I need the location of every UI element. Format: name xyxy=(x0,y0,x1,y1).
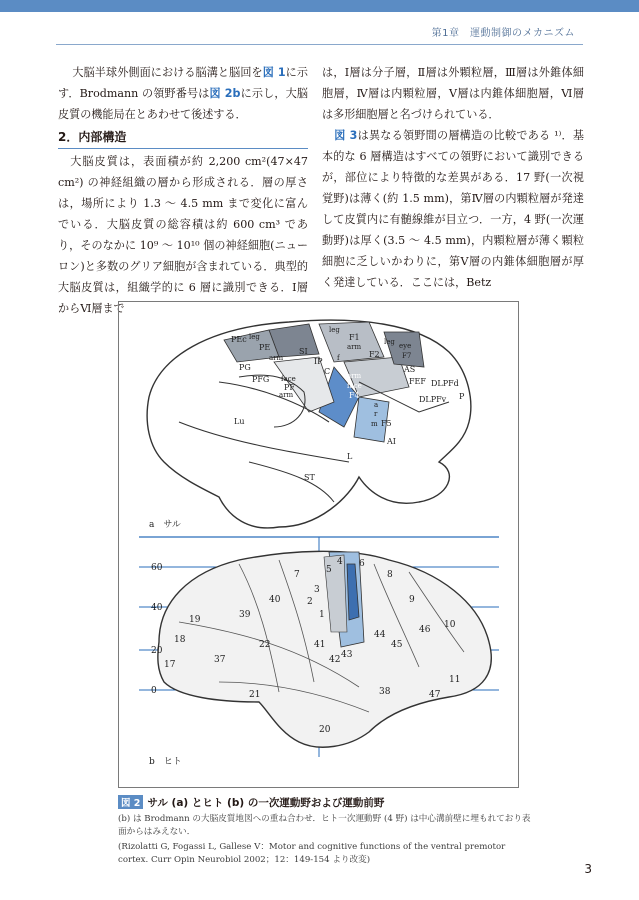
svg-text:20: 20 xyxy=(319,725,331,735)
monkey-label-pec: PEc xyxy=(231,335,247,344)
svg-text:18: 18 xyxy=(174,635,186,645)
left-column xyxy=(58,62,308,319)
svg-text:m: m xyxy=(371,420,378,428)
svg-text:face: face xyxy=(281,375,296,383)
svg-text:60: 60 xyxy=(151,563,163,573)
figure-ref-2b[interactable]: 図 2b xyxy=(209,87,241,100)
figure-caption xyxy=(118,795,538,867)
svg-text:r: r xyxy=(374,410,378,418)
panel-a-label: a サル xyxy=(149,520,181,530)
svg-text:PF: PF xyxy=(284,383,295,392)
svg-text:AI: AI xyxy=(387,437,396,446)
svg-text:leg: leg xyxy=(329,326,340,334)
human-brain xyxy=(139,537,499,757)
svg-text:F4: F4 xyxy=(349,391,360,400)
svg-text:46: 46 xyxy=(419,625,431,635)
svg-text:40: 40 xyxy=(151,603,163,613)
svg-text:11: 11 xyxy=(449,675,461,685)
svg-text:F5: F5 xyxy=(381,419,392,428)
svg-text:AS: AS xyxy=(404,365,416,374)
svg-text:arm: arm xyxy=(279,391,294,399)
left-paragraph-1: 大脳半球外側面における脳溝と脳回を図 1に示す．Brodmann の領野番号は図 2bに示し，大脳皮質の機能局在とあわせて後述する． xyxy=(58,66,308,121)
svg-text:42: 42 xyxy=(329,655,341,665)
svg-text:C: C xyxy=(324,367,331,376)
svg-text:PG: PG xyxy=(239,363,251,372)
header-rule xyxy=(56,44,583,45)
figure-ref-1[interactable]: 図 1 xyxy=(262,66,286,79)
svg-text:1: 1 xyxy=(319,610,325,620)
svg-text:arm: arm xyxy=(347,343,362,351)
svg-text:45: 45 xyxy=(391,640,403,650)
left-paragraph-2: 大脳皮質は，表面積が約 2,200 cm²(47×47 cm²) の神経組織の層から形成される．層の厚さは，場所により 1.3 ～ 4.5 mm まで変化に富んでいる．大脳皮質の総容積は約 600 cm³ であり，そのなかに 10⁹ ～ 10¹⁰ 個の神経細胞(ニューロン)と多数のグリア細胞が含まれている．典型的大脳皮質は，組織学的に 6 層に識別できる．Ⅰ層からⅥ層まで xyxy=(58,155,308,315)
page-header xyxy=(0,0,639,50)
svg-text:f: f xyxy=(337,354,340,362)
svg-text:44: 44 xyxy=(374,630,386,640)
monkey-brain xyxy=(147,320,471,528)
svg-text:4: 4 xyxy=(337,557,343,567)
svg-text:2: 2 xyxy=(307,597,313,607)
brain-figure xyxy=(119,302,520,789)
svg-text:22: 22 xyxy=(259,640,271,650)
svg-text:arm: arm xyxy=(347,372,362,380)
svg-text:8: 8 xyxy=(387,570,393,580)
svg-text:F1: F1 xyxy=(349,333,360,342)
svg-text:eye: eye xyxy=(399,342,412,350)
svg-text:39: 39 xyxy=(239,610,251,620)
svg-text:6: 6 xyxy=(359,559,365,569)
svg-text:leg: leg xyxy=(249,333,260,341)
svg-text:L: L xyxy=(347,452,353,461)
panel-b-label: b ヒト xyxy=(149,757,182,767)
svg-text:F7: F7 xyxy=(402,352,412,360)
svg-text:DLPFv: DLPFv xyxy=(419,395,447,404)
svg-text:20: 20 xyxy=(151,646,163,656)
svg-text:19: 19 xyxy=(189,615,201,625)
svg-text:17: 17 xyxy=(164,660,176,670)
figure-badge: 図 2 xyxy=(118,795,143,809)
svg-text:face: face xyxy=(347,382,362,390)
svg-text:7: 7 xyxy=(294,570,300,580)
svg-text:arm: arm xyxy=(269,354,284,362)
svg-text:IP: IP xyxy=(314,357,323,366)
svg-text:a: a xyxy=(374,401,379,409)
svg-text:0: 0 xyxy=(151,686,157,696)
svg-text:Lu: Lu xyxy=(234,417,245,426)
svg-text:38: 38 xyxy=(379,687,391,697)
right-paragraph-1: は，Ⅰ層は分子層，Ⅱ層は外顆粒層，Ⅲ層は外錐体細胞層，Ⅳ層は内顆粒層，Ⅴ層は内錐体細胞層，Ⅵ層は多形細胞層と名づけられている． xyxy=(322,66,584,121)
svg-text:40: 40 xyxy=(269,595,281,605)
svg-text:10: 10 xyxy=(444,620,456,630)
right-paragraph-2: 図 3は異なる領野間の層構造の比較である ¹⁾．基本的な 6 層構造はすべての領野において識別できるが，部位により特徴的な差異がある．17 野(一次視覚野)は薄く(約 1.5 mm)，第Ⅳ層の内顆粒層が発達して皮質内に有髄線維が目立つ．一方，4 野(一次運動野)は厚く(3.5 ～ 4.5 mm)，内顆粒層が薄く顆粒細胞に乏しいかわりに，第Ⅴ層の内錐体細胞層が厚く発達している．ここには，Betz xyxy=(322,129,584,289)
caption-reference: (Rizolatti G, Fogassi L, Gallese V：Motor and cognitive functions of the ventral premotor cortex. Curr Opin Neurobiol 2002；12：149-154 より改変) xyxy=(118,842,506,865)
svg-text:41: 41 xyxy=(314,640,326,650)
right-column xyxy=(322,62,584,293)
figure-2 xyxy=(118,301,519,788)
chapter-title: 第1章 運動制御のメカニズム xyxy=(431,28,575,39)
svg-text:21: 21 xyxy=(249,690,261,700)
svg-text:PE: PE xyxy=(259,343,271,352)
svg-text:9: 9 xyxy=(409,595,415,605)
svg-text:PFG: PFG xyxy=(252,375,270,384)
svg-text:5: 5 xyxy=(326,565,332,575)
page-number: 3 xyxy=(584,862,592,876)
svg-text:DLPFd: DLPFd xyxy=(431,379,459,388)
svg-text:P: P xyxy=(459,392,465,401)
caption-body: (b) は Brodmann の大脳皮質地図への重ね合わせ．ヒト一次運動野 (4 野) は中心溝前壁に埋もれており表面からはみえない． xyxy=(118,814,531,837)
svg-text:47: 47 xyxy=(429,690,441,700)
figure-ref-3[interactable]: 図 3 xyxy=(334,129,358,142)
svg-text:FEF: FEF xyxy=(409,377,426,386)
svg-text:ST: ST xyxy=(304,473,315,482)
svg-text:leg: leg xyxy=(384,338,395,346)
caption-title: サル (a) とヒト (b) の一次運動野および運動前野 xyxy=(147,797,385,809)
svg-text:SI: SI xyxy=(299,347,308,356)
header-color-band xyxy=(0,0,639,12)
svg-text:37: 37 xyxy=(214,655,226,665)
svg-text:3: 3 xyxy=(314,585,320,595)
section-heading: 2．内部構造 xyxy=(58,129,308,149)
svg-text:F2: F2 xyxy=(369,350,380,359)
svg-text:43: 43 xyxy=(341,650,353,660)
